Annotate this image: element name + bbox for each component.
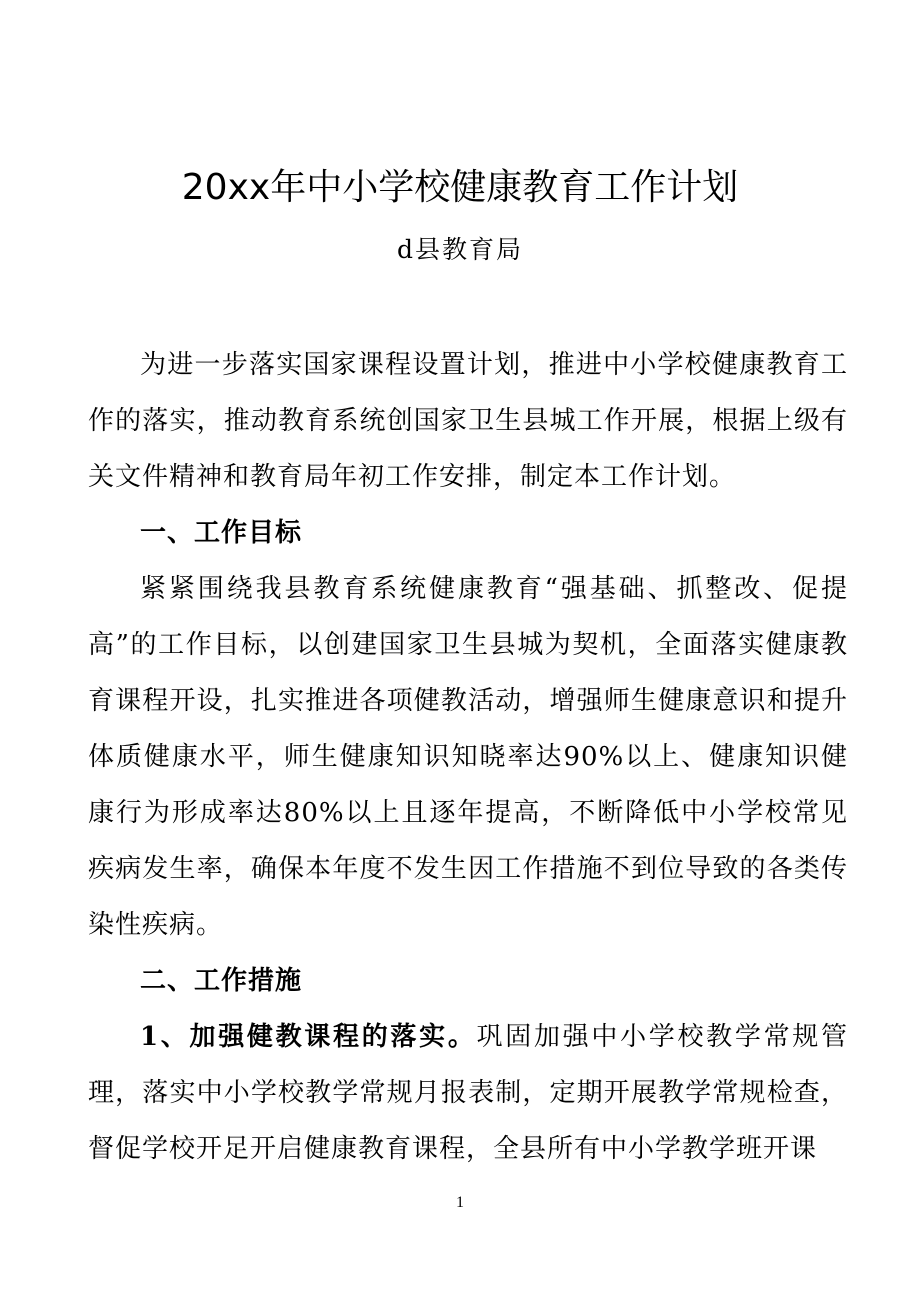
measure-item-1 bbox=[88, 1009, 848, 1177]
measure-item-1-text: 巩固加强中小学校教学常规管理，落实中小学校教学常规月报表制，定期开展教学常规检查，督促学校开足开启健康教育课程，全县所有中小学教学班开课 bbox=[88, 1022, 848, 1164]
goals-paragraph: 紧紧围绕我县教育系统健康教育“强基础、抓整改、促提高”的工作目标，以创建国家卫生县城为契机，全面落实健康教育课程开设，扎实推进各项健教活动，增强师生健康意识和提升体质健康水平，师生健康知识知晓率达90%以上、健康知识健康行为形成率达80%以上且逐年提高，不断降低中小学校常见疾病发生率，确保本年度不发生因工作措施不到位导致的各类传染性疾病。 bbox=[88, 574, 848, 940]
page-number: 1 bbox=[456, 1194, 464, 1211]
document-body bbox=[88, 337, 848, 1177]
document-title: 20xx年中小学校健康教育工作计划 bbox=[181, 167, 739, 208]
document-author: d县教育局 bbox=[396, 235, 523, 264]
measure-item-1-lead: 1、加强健教课程的落实。 bbox=[140, 1022, 477, 1052]
section-heading-goals: 一、工作目标 bbox=[140, 518, 303, 548]
section-heading-measures: 二、工作措施 bbox=[140, 966, 303, 996]
intro-paragraph: 为进一步落实国家课程设置计划，推进中小学校健康教育工作的落实，推动教育系统创国家卫生县城工作开展，根据上级有关文件精神和教育局年初工作安排，制定本工作计划。 bbox=[88, 350, 848, 492]
